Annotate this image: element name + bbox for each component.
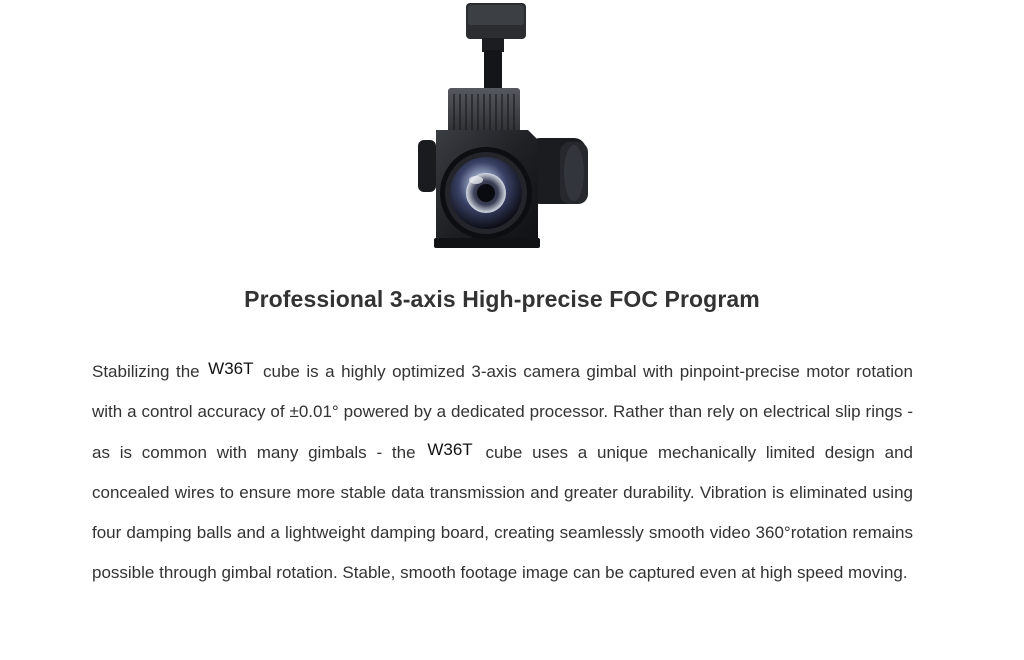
model-name: W36T (427, 439, 473, 459)
paragraph-part-3: cube uses a unique mechanically limited design and concealed wires to ensure more stable data transmission and greater durability. Vibration is eliminated using four damping balls and a lightweight damping board, creating seamlessly smooth video 360°rotation remains possible through gimbal rotation. Stable, smooth footage image can be captured even at high speed moving. (92, 442, 913, 583)
gimbal-camera-illustration (410, 0, 600, 255)
paragraph-part-1: Stabilizing the (92, 362, 200, 381)
model-name: W36T (208, 359, 254, 378)
product-image (410, 0, 600, 255)
section-heading: Professional 3-axis High-precise FOC Program (244, 286, 760, 312)
description-paragraph (92, 352, 913, 594)
paragraph-part-2: cube is a highly optimized 3-axis camera gimbal with pinpoint-precise motor rotation with a control accuracy of ±0.01° powered by a dedicated processor. Rather than rely on electrical slip rings - as is common with many gimbals - the (92, 362, 913, 462)
